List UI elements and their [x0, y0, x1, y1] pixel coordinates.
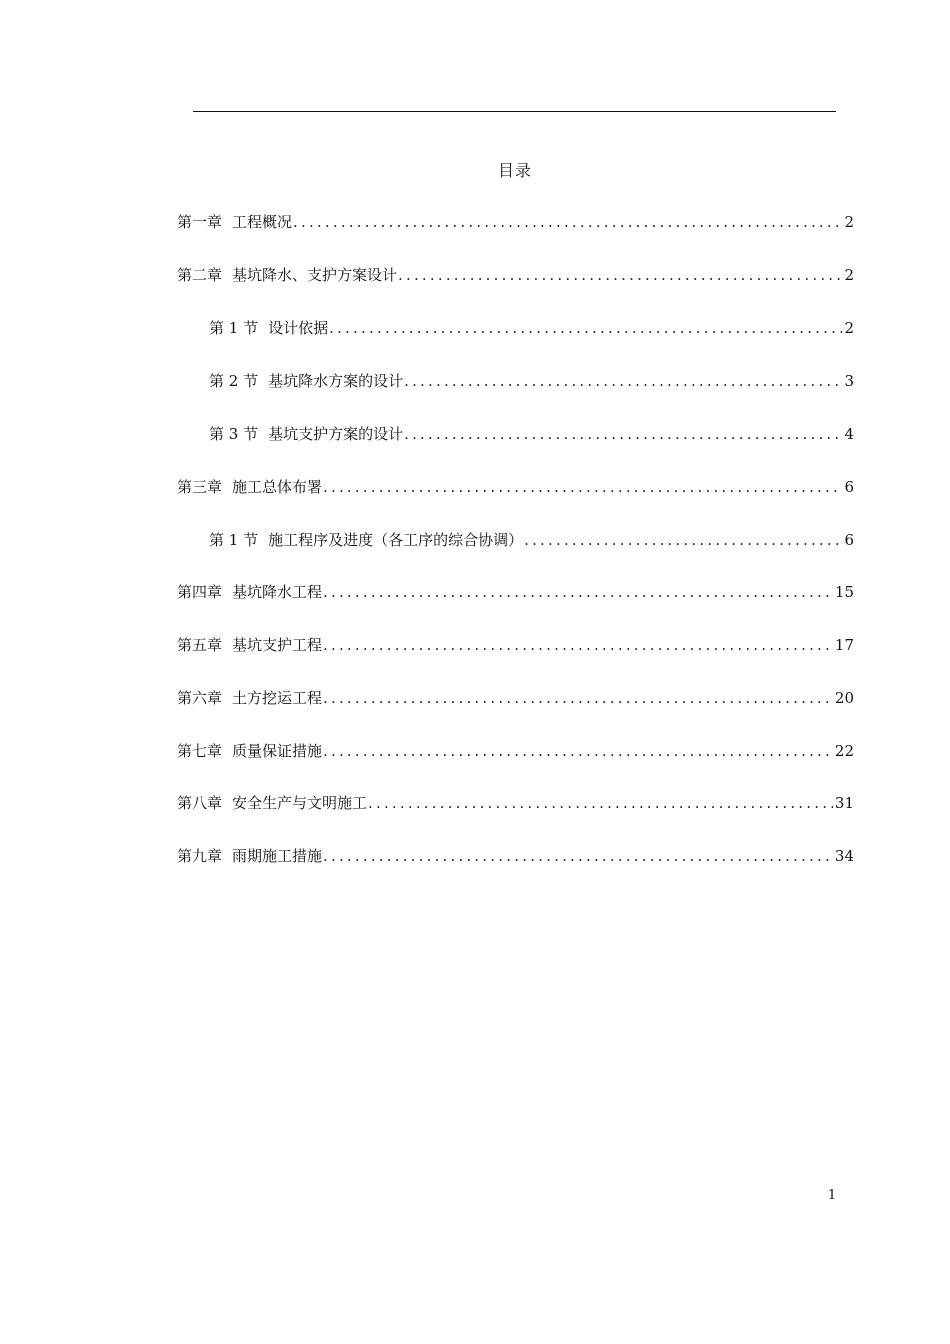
toc-entry-label: 设计依据	[268, 319, 329, 337]
toc-entry-number: 第 1 节	[209, 319, 259, 337]
toc-entry-page: 6	[844, 531, 854, 549]
toc-entry-chapter-4[interactable]	[177, 580, 854, 604]
toc-entry-label: 基坑支护方案的设计	[268, 425, 404, 443]
toc-leader-dots	[398, 263, 842, 287]
toc-entry-chapter-3-section-1[interactable]	[209, 528, 854, 552]
toc-entry-number: 第三章	[177, 478, 223, 496]
toc-entry-page: 31	[834, 794, 854, 812]
toc-entry-page: 15	[834, 583, 854, 601]
toc-entry-page: 17	[834, 636, 854, 654]
toc-leader-dots	[323, 633, 833, 657]
toc-entry-chapter-2[interactable]	[177, 263, 854, 287]
toc-entry-chapter-9[interactable]	[177, 844, 854, 868]
toc-entry-number: 第四章	[177, 583, 223, 601]
toc-leader-dots	[404, 369, 842, 393]
toc-entry-chapter-6[interactable]	[177, 686, 854, 710]
toc-entry-chapter-2-section-1[interactable]	[209, 316, 854, 340]
toc-leader-dots	[323, 844, 833, 868]
toc-entry-label: 基坑降水、支护方案设计	[232, 266, 398, 284]
toc-entry-chapter-5[interactable]	[177, 633, 854, 657]
toc-leader-dots	[323, 686, 833, 710]
toc-entry-number: 第 1 节	[209, 531, 259, 549]
toc-entry-label: 施工总体布署	[232, 478, 323, 496]
toc-entry-chapter-3[interactable]	[177, 475, 854, 499]
page-number: 1	[827, 1188, 837, 1203]
toc-entry-label: 基坑降水方案的设计	[268, 372, 404, 390]
toc-leader-dots	[329, 316, 842, 340]
toc-title: 目录	[497, 161, 532, 180]
toc-leader-dots	[524, 528, 842, 552]
toc-entry-number: 第五章	[177, 636, 223, 654]
toc-leader-dots	[404, 422, 842, 446]
toc-entry-page: 6	[844, 478, 854, 496]
toc-entry-label: 工程概况	[232, 213, 293, 231]
toc-entry-label: 施工程序及进度（各工序的综合协调）	[268, 531, 524, 549]
toc-entry-number: 第 2 节	[209, 372, 259, 390]
toc-entry-page: 20	[834, 689, 854, 707]
header-rule	[193, 111, 836, 112]
toc-entry-number: 第 3 节	[209, 425, 259, 443]
toc-leader-dots	[323, 739, 833, 763]
toc-leader-dots	[368, 791, 833, 815]
toc-entry-chapter-2-section-3[interactable]	[209, 422, 854, 446]
toc-leader-dots	[293, 210, 842, 234]
toc-leader-dots	[323, 475, 842, 499]
toc-entry-page: 34	[834, 847, 854, 865]
toc-entry-label: 雨期施工措施	[232, 847, 323, 865]
toc-entry-chapter-8[interactable]	[177, 791, 854, 815]
toc-entry-page: 2	[844, 266, 854, 284]
toc-entry-number: 第八章	[177, 794, 223, 812]
toc-entry-label: 安全生产与文明施工	[232, 794, 368, 812]
toc-entry-number: 第二章	[177, 266, 223, 284]
toc-entry-page: 2	[844, 213, 854, 231]
toc-entry-number: 第九章	[177, 847, 223, 865]
toc-entry-label: 质量保证措施	[232, 742, 323, 760]
toc-entry-page: 2	[844, 319, 854, 337]
toc-entry-label: 基坑降水工程	[232, 583, 323, 601]
toc-entry-label: 基坑支护工程	[232, 636, 323, 654]
toc-entry-number: 第一章	[177, 213, 223, 231]
toc-entry-number: 第七章	[177, 742, 223, 760]
toc-entry-number: 第六章	[177, 689, 223, 707]
toc-leader-dots	[323, 580, 833, 604]
toc-entry-label: 土方挖运工程	[232, 689, 323, 707]
toc-entry-page: 3	[844, 372, 854, 390]
toc-entry-page: 4	[844, 425, 854, 443]
toc-entry-page: 22	[834, 742, 854, 760]
toc-entry-chapter-1[interactable]	[177, 210, 854, 234]
toc-entry-chapter-7[interactable]	[177, 739, 854, 763]
toc-entry-chapter-2-section-2[interactable]	[209, 369, 854, 393]
